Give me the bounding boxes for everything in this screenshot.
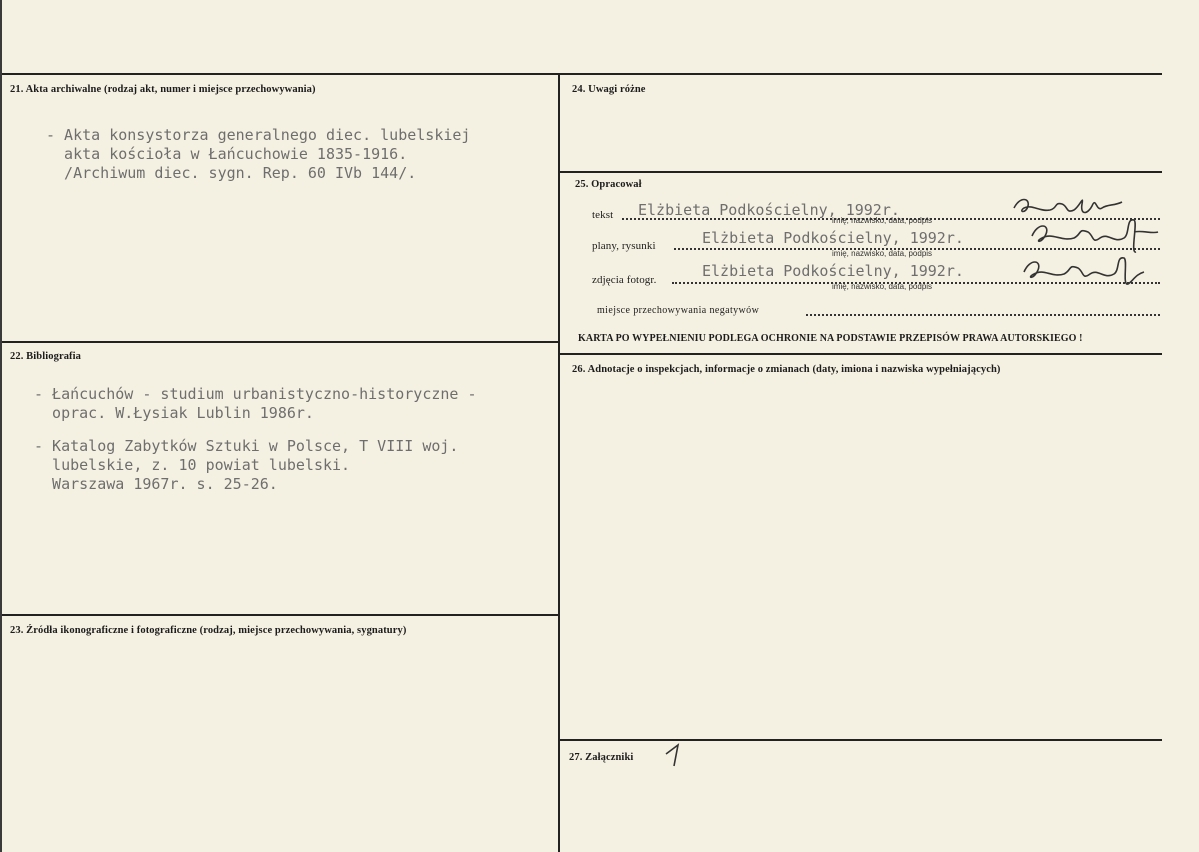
section-21-label: 21. Akta archiwalne (rodzaj akt, numer i miejsce przechowywania): [10, 84, 316, 95]
negatives-label: miejsce przechowywania negatywów: [597, 305, 760, 316]
author-photos-value: Elżbieta Podkościelny, 1992r.: [702, 262, 964, 280]
section-24-label: 24. Uwagi różne: [572, 84, 646, 95]
top-rule: [2, 73, 1162, 75]
copyright-notice: KARTA PO WYPEŁNIENIU PODLEGA OCHRONIE NA PODSTAWIE PRZEPISÓW PRAWA AUTORSKIEGO !: [578, 333, 1083, 344]
section-22-label: 22. Bibliografia: [10, 351, 82, 362]
rule-right-27: [558, 739, 1162, 741]
section-22-entry1-line-1: - Łańcuchów - studium urbanistyczno-historyczne -: [34, 385, 477, 403]
author-text-label: tekst: [592, 209, 614, 221]
rule-right-25: [558, 171, 1162, 173]
section-22-entry2-line-3: Warszawa 1967r. s. 25-26.: [34, 475, 278, 493]
rule-left-22: [2, 341, 559, 343]
author-plans-value: Elżbieta Podkościelny, 1992r.: [702, 229, 964, 247]
section-22-entry2-line-1: - Katalog Zabytków Sztuki w Polsce, T VIII woj.: [34, 437, 459, 455]
section-26-label: 26. Adnotacje o inspekcjach, informacje o zmianach (daty, imiona i nazwiska wypełniających): [572, 364, 1001, 375]
section-22-entry1-line-2: oprac. W.Łysiak Lublin 1986r.: [34, 404, 314, 422]
section-21-line-3: /Archiwum diec. sygn. Rep. 60 IVb 144/.: [46, 164, 417, 182]
section-21-line-2: akta kościoła w Łańcuchowie 1835-1916.: [46, 145, 408, 163]
author-plans-label: plany, rysunki: [592, 240, 656, 252]
author-photos-signature: [1018, 252, 1148, 292]
section-21-line-1: - Akta konsystorza generalnego diec. lubelskiej: [46, 126, 471, 144]
rule-right-26: [558, 353, 1162, 355]
section-22-entry2-line-2: lubelskie, z. 10 powiat lubelski.: [34, 456, 351, 474]
section-27-label: 27. Załączniki: [569, 752, 634, 763]
author-text-caption: imię, nazwisko, data, podpis: [832, 216, 933, 225]
attachments-count: [664, 742, 688, 773]
rule-left-23: [2, 614, 559, 616]
negatives-dotted-line: [806, 314, 1160, 316]
section-23-label: 23. Źródła ikonograficzne i fotograficzne (rodzaj, miejsce przechowywania, sygnatury): [10, 625, 407, 636]
author-text-value: Elżbieta Podkościelny, 1992r.: [638, 201, 900, 219]
author-photos-label: zdjęcia fotogr.: [592, 274, 657, 286]
author-photos-caption: imię, nazwisko, data, podpis: [832, 282, 933, 291]
section-25-label: 25. Opracował: [575, 179, 642, 190]
author-plans-caption: imię, nazwisko, data, podpis: [832, 249, 933, 258]
column-divider: [558, 73, 560, 852]
